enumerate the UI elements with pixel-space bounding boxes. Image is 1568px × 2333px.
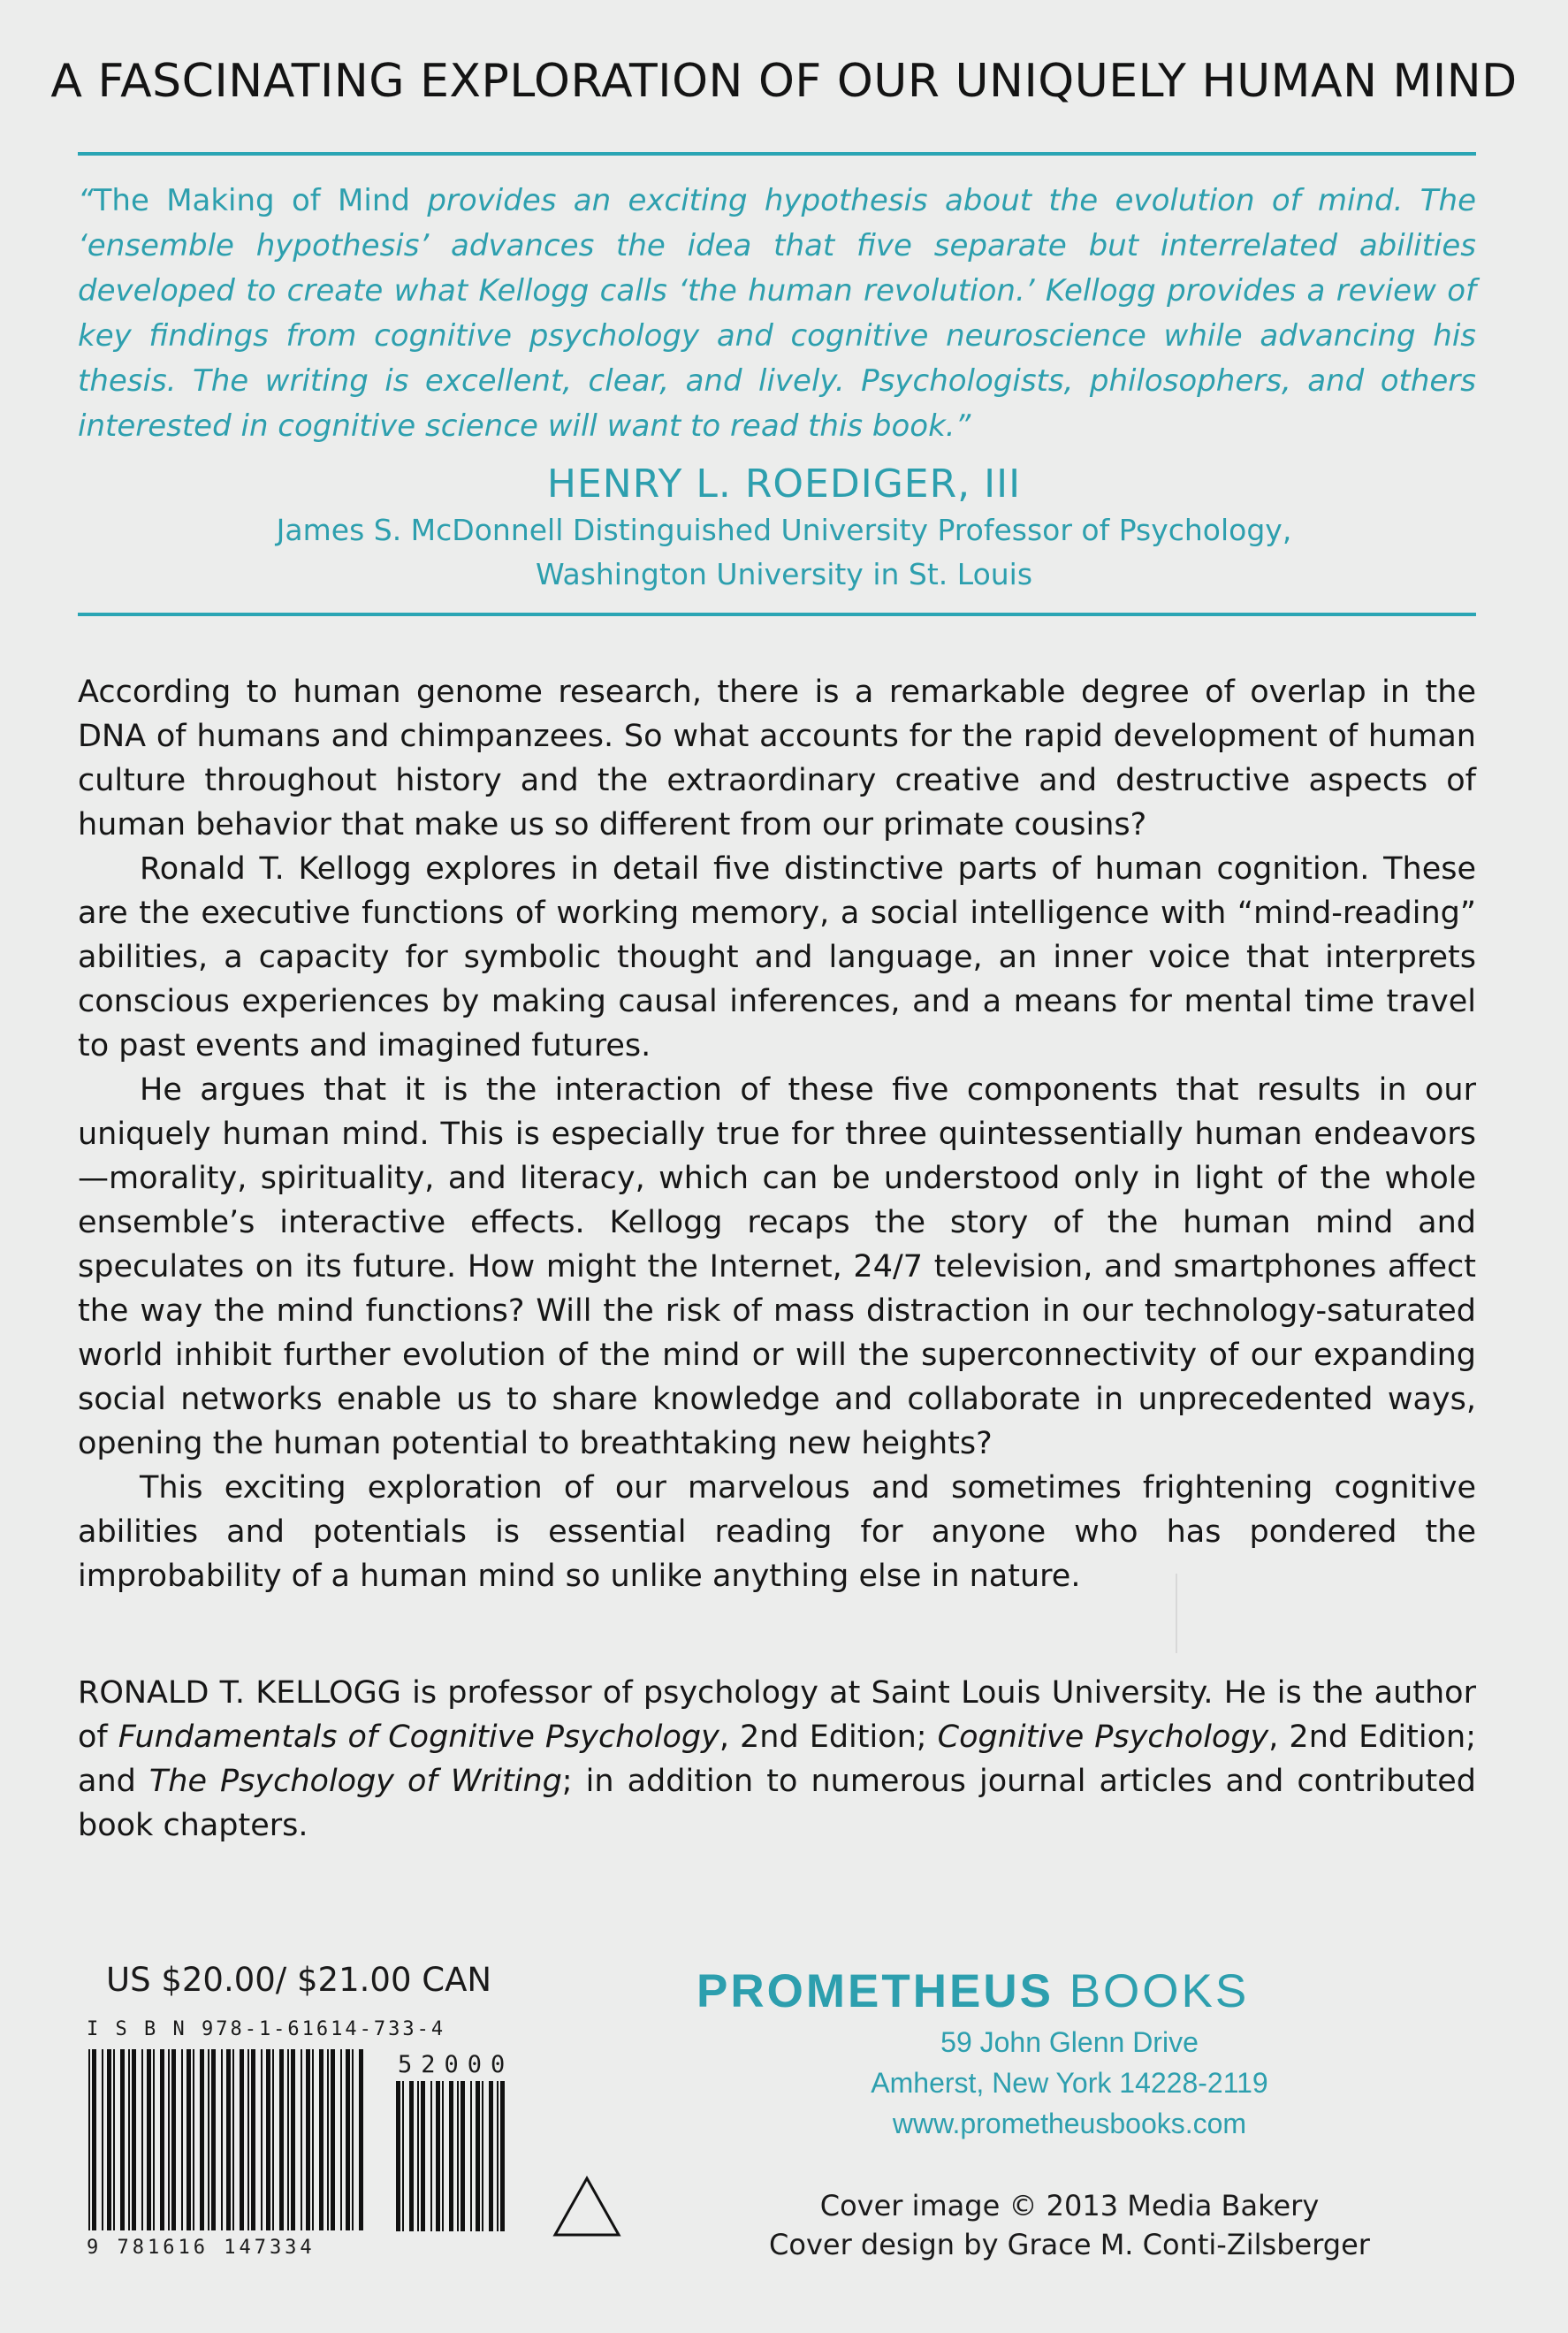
barcode-bar bbox=[327, 2049, 329, 2230]
barcode-bar bbox=[409, 2081, 414, 2231]
bottom-rule bbox=[78, 613, 1476, 616]
barcode-digits: 9 781616 147334 bbox=[87, 2237, 316, 2259]
barcode-bar bbox=[186, 2049, 191, 2230]
barcode-bar bbox=[287, 2049, 289, 2230]
description-paragraph: This exciting exploration of our marvelous and sometimes frightening cognitive abilities and potentials is essential reading for anyone who has pondered the improbability of a human mind so unlike anything else in nature. bbox=[78, 1470, 1476, 1594]
barcode-bar bbox=[359, 2049, 363, 2230]
bio-book-title: Cognitive Psychology bbox=[937, 1719, 1269, 1755]
publisher-website: www.prometheusbooks.com bbox=[892, 2108, 1247, 2139]
barcode-bar bbox=[208, 2049, 209, 2230]
barcode-bar bbox=[102, 2049, 103, 2230]
barcode-bar bbox=[171, 2049, 176, 2230]
barcode-bar bbox=[331, 2049, 335, 2230]
barcode-bar bbox=[497, 2081, 499, 2231]
barcode-bar bbox=[132, 2049, 136, 2230]
barcode-bar bbox=[461, 2081, 465, 2231]
barcode-bar bbox=[306, 2049, 310, 2230]
top-rule bbox=[78, 152, 1476, 156]
barcode-bar bbox=[272, 2049, 274, 2230]
triangle-logo-icon bbox=[552, 2175, 622, 2238]
barcode-bar bbox=[181, 2049, 183, 2230]
bio-text: , 2nd Edition; and bbox=[78, 1719, 1477, 1799]
barcode-bar bbox=[128, 2049, 130, 2230]
barcode-bar bbox=[301, 2049, 302, 2230]
barcode-bar bbox=[92, 2049, 96, 2230]
isbn: I S B N 978-1-61614-733-4 bbox=[87, 2018, 446, 2040]
quote-open-mark: “ bbox=[78, 183, 94, 218]
publisher-address-1: 59 John Glenn Drive bbox=[940, 2026, 1199, 2058]
endorser-affiliation-2: Washington University in St. Louis bbox=[535, 557, 1033, 591]
barcode-bar bbox=[141, 2049, 143, 2230]
barcode-bar bbox=[470, 2081, 472, 2231]
description-paragraph: According to human genome research, there is a remarkable degree of overlap in the DNA of humans and chimpanzees. So what accounts for the rapid development of human culture throughout history and the extraordinary creative and destructive aspects of human behavior that make us so different from our primate cousins? bbox=[78, 675, 1476, 842]
bio-text: , 2nd Edition; bbox=[719, 1719, 938, 1755]
barcode-bar bbox=[221, 2049, 223, 2230]
publisher-name-light: BOOKS bbox=[1053, 1965, 1250, 2017]
barcode-bar bbox=[211, 2049, 216, 2230]
barcode-bar bbox=[240, 2049, 244, 2230]
barcode-bar bbox=[251, 2049, 255, 2230]
bio-text: RONALD T. KELLOGG is professor of psychology at Saint Louis University. He is the author of bbox=[78, 1675, 1476, 1755]
barcode-bar bbox=[346, 2049, 350, 2230]
cover-design-credit: Cover design by Grace M. Conti-Zilsberger bbox=[769, 2228, 1370, 2261]
barcode-bar bbox=[500, 2081, 505, 2231]
barcode-bar bbox=[319, 2049, 323, 2230]
price: US $20.00/ $21.00 CAN bbox=[106, 1961, 492, 1999]
barcode-bar bbox=[340, 2049, 342, 2230]
barcode-bar bbox=[421, 2081, 425, 2231]
author-bio bbox=[78, 1671, 1476, 1848]
quote-text: provides an exciting hypothesis about the evolution of mind. The ‘ensemble hypothesis’ advances the idea that five separate but interrelated abilities developed to create what Kellogg calls ‘the human revolution.’ Kellogg provides a review of key findings from cognitive psychology and cognitive neuroscience while advancing his thesis. The writing is excellent, clear, and lively. Psychologists, philosophers, and others interested in cognitive science will want to read this book.” bbox=[78, 183, 1477, 444]
bio-text: ; in addition to numerous journal articles and contributed book chapters. bbox=[78, 1764, 1476, 1843]
description bbox=[78, 670, 1476, 1598]
publisher-address-2: Amherst, New York 14228-2119 bbox=[871, 2067, 1268, 2099]
description-paragraph: He argues that it is the interaction of these five components that results in our uniquely human mind. This is especially true for three quintessentially human endeavors—morality, spirituality, and literacy, which can be understood only in light of the whole ensemble’s interactive effects. Kellogg recaps the story of the human mind and speculates on its future. How might the Internet, 24/7 television, and smartphones affect the way the mind functions? Will the risk of mass distraction in our technology-saturated world inhibit further evolution of the mind or will the superconnectivity of our expanding social networks enable us to share knowledge and collaborate in unprecedented ways, opening the human potential to breathtaking new heights? bbox=[78, 1072, 1476, 1461]
barcode-bar bbox=[247, 2049, 249, 2230]
barcode-bar bbox=[226, 2049, 231, 2230]
bio-book-title: Fundamentals of Cognitive Psychology bbox=[118, 1719, 719, 1755]
barcode-bar bbox=[312, 2049, 314, 2230]
barcode-bar bbox=[449, 2081, 453, 2231]
barcode-bar bbox=[160, 2049, 164, 2230]
barcode-bar bbox=[291, 2049, 295, 2230]
barcode-bar bbox=[430, 2081, 432, 2231]
barcode-bar bbox=[200, 2049, 204, 2230]
bio-book-title: The Psychology of Writing bbox=[148, 1764, 562, 1799]
barcode-bar bbox=[489, 2081, 493, 2231]
barcode-bar bbox=[457, 2081, 459, 2231]
barcode-bar bbox=[266, 2049, 270, 2230]
headline: A FASCINATING EXPLORATION OF OUR UNIQUELY HUMAN MIND bbox=[50, 55, 1518, 108]
endorser-name: HENRY L. ROEDIGER, III bbox=[546, 461, 1022, 507]
barcode-bar bbox=[113, 2049, 115, 2230]
barcode-bar bbox=[417, 2081, 419, 2231]
barcode-bar bbox=[153, 2049, 155, 2230]
barcode-bar bbox=[107, 2049, 111, 2230]
endorser-affiliation-1: James S. McDonnell Distinguished University Professor of Psychology, bbox=[276, 513, 1292, 547]
barcode-bar bbox=[436, 2081, 440, 2231]
barcode-bar bbox=[482, 2081, 483, 2231]
barcode-bar bbox=[352, 2049, 354, 2230]
barcode-bar bbox=[261, 2049, 263, 2230]
publisher-name bbox=[696, 1964, 1249, 2018]
barcode-bar bbox=[476, 2081, 480, 2231]
publisher-name-bold: PROMETHEUS bbox=[696, 1965, 1054, 2017]
description-paragraph: Ronald T. Kellogg explores in detail five distinctive parts of human cognition. These are the executive functions of working memory, a social intelligence with “mind-reading” abilities, a capacity for symbolic thought and language, an inner voice that interprets conscious experiences by making causal inferences, and a means for mental time travel to past events and imagined futures. bbox=[78, 851, 1476, 1064]
addon-digits: 52000 bbox=[398, 2051, 514, 2078]
barcode-bar bbox=[120, 2049, 125, 2230]
barcode-bar bbox=[396, 2081, 400, 2231]
scan-mark bbox=[1176, 1574, 1177, 1653]
barcode-bar bbox=[402, 2081, 404, 2231]
barcode-bar bbox=[232, 2049, 234, 2230]
cover-image-credit: Cover image © 2013 Media Bakery bbox=[819, 2189, 1320, 2222]
barcode-bar bbox=[279, 2049, 284, 2230]
endorsement-quote bbox=[78, 179, 1476, 449]
quoted-title: The Making of Mind bbox=[93, 183, 410, 218]
barcode-bar bbox=[168, 2049, 170, 2230]
barcode-bar bbox=[147, 2049, 151, 2230]
barcode-bar bbox=[193, 2049, 194, 2230]
barcode-bar bbox=[442, 2081, 444, 2231]
barcode-bar bbox=[88, 2049, 90, 2230]
